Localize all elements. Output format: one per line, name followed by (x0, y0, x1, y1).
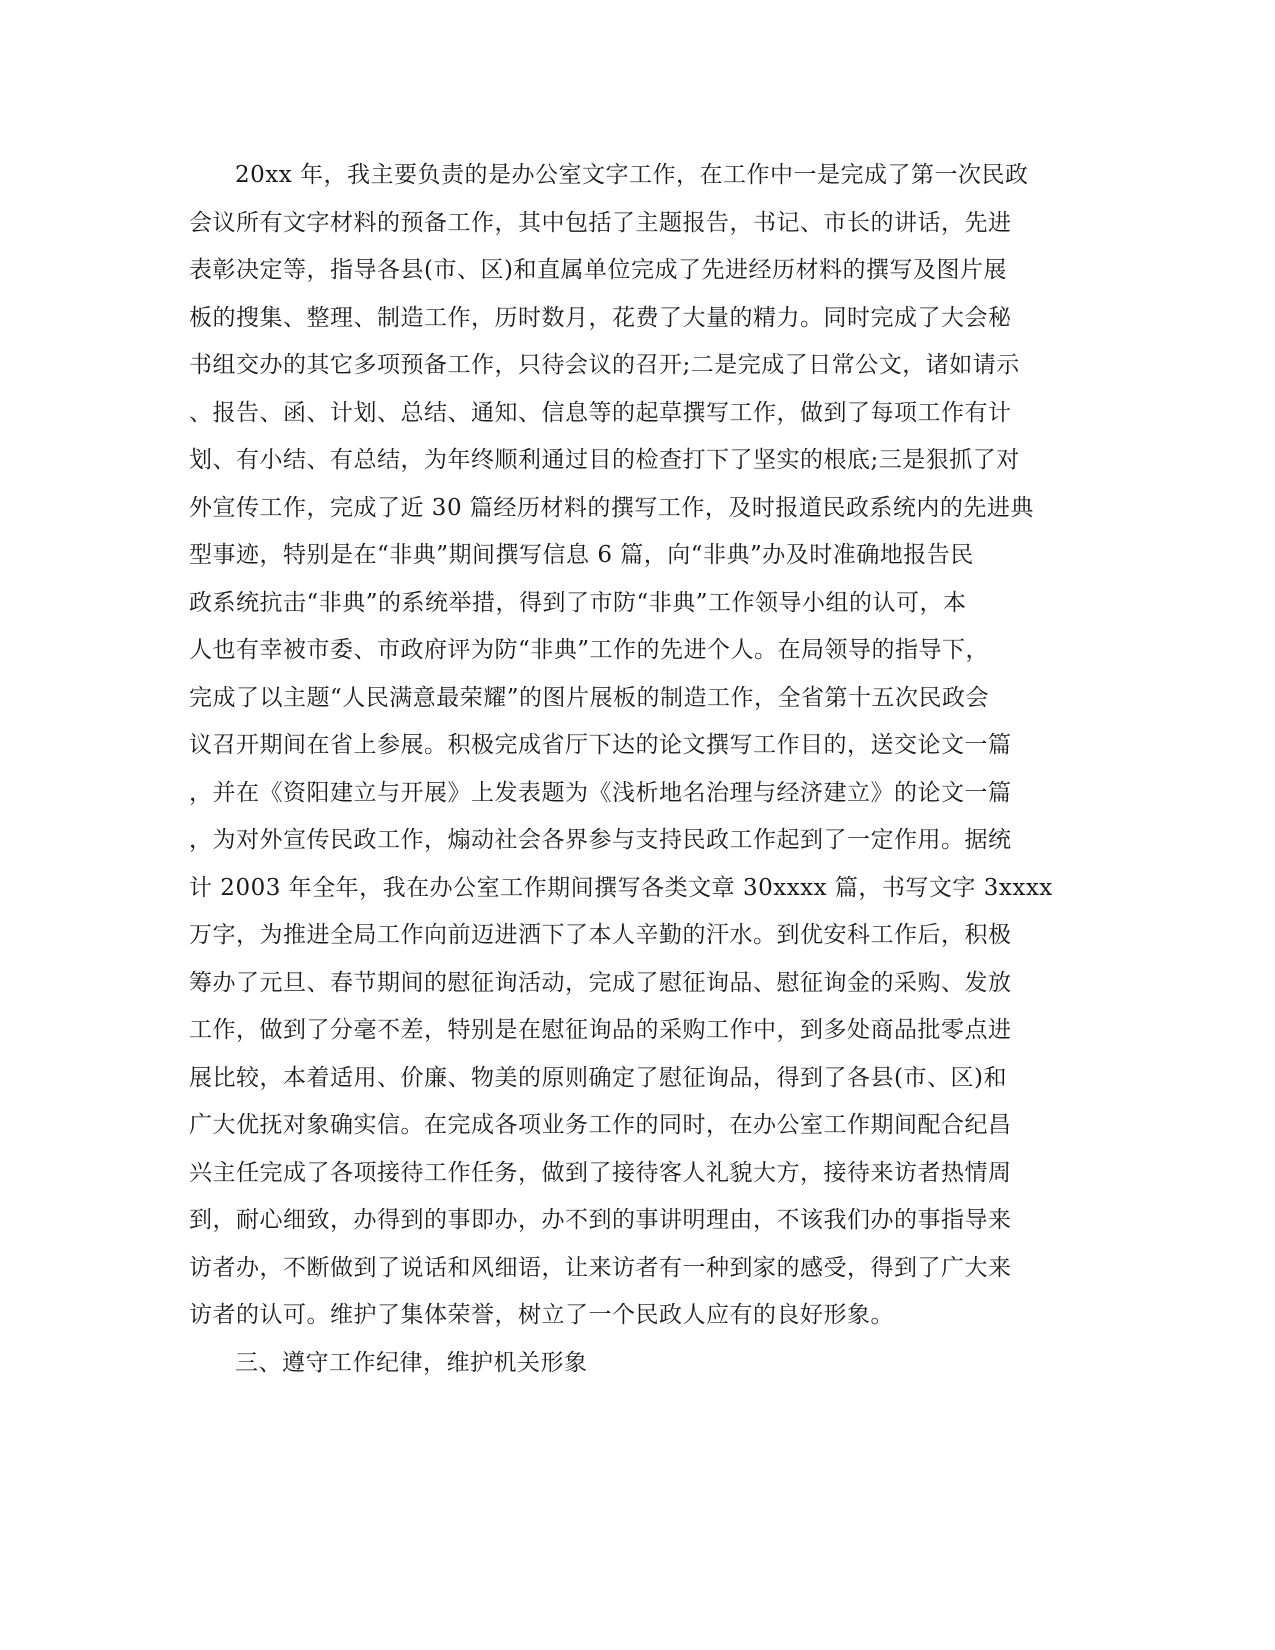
paragraph-line: 表彰决定等，指导各县(市、区)和直属单位完成了先进经历材料的撰写及图片展 (189, 257, 1007, 283)
paragraph-line: 访者办，不断做到了说话和风细语，让来访者有一种到家的感受，得到了广大来 (189, 1254, 1012, 1281)
paragraph-line: 型事迹，特别是在“非典”期间撰写信息 6 篇，向“非典”办及时准确地报告民 (189, 542, 974, 568)
body-text (189, 152, 1079, 1387)
paragraph-line: 广大优抚对象确实信。在完成各项业务工作的同时，在办公室工作期间配合纪昌 (189, 1112, 1012, 1138)
section-heading: 三、遵守工作纪律，维护机关形象 (235, 1349, 588, 1376)
paragraph-line: 完成了以主题“人民满意最荣耀”的图片展板的制造工作，全省第十五次民政会 (189, 684, 990, 711)
paragraph-line: 书组交办的其它多项预备工作，只待会议的召开;二是完成了日常公文，诸如请示 (189, 352, 1020, 378)
paragraph-line: 外宣传工作，完成了近 30 篇经历材料的撰写工作，及时报道民政系统内的先进典 (189, 494, 1034, 521)
paragraph-line: 筹办了元旦、春节期间的慰征询活动，完成了慰征询品、慰征询金的采购、发放 (189, 969, 1012, 996)
paragraph-line: 板的搜集、整理、制造工作，历时数月，花费了大量的精力。同时完成了大会秘 (189, 304, 1012, 331)
paragraph-line: 访者的认可。维护了集体荣誉，树立了一个民政人应有的良好形象。 (189, 1302, 894, 1328)
paragraph-line: 20xx 年，我主要负责的是办公室文字工作，在工作中一是完成了第一次民政 (235, 162, 1029, 188)
paragraph-line: 万字，为推进全局工作向前迈进洒下了本人辛勤的汗水。到优安科工作后，积极 (189, 922, 1012, 948)
paragraph-line: 工作，做到了分毫不差，特别是在慰征询品的采购工作中，到多处商品批零点进 (189, 1017, 1012, 1043)
paragraph-line: 议召开期间在省上参展。积极完成省厅下达的论文撰写工作目的，送交论文一篇 (189, 732, 1012, 758)
paragraph-line: 到，耐心细致，办得到的事即办，办不到的事讲明理由，不该我们办的事指导来 (189, 1207, 1012, 1233)
paragraph-line: 会议所有文字材料的预备工作，其中包括了主题报告，书记、市长的讲话，先进 (189, 209, 1012, 236)
paragraph-line: 人也有幸被市委、市政府评为防“非典”工作的先进个人。在局领导的指导下， (189, 637, 990, 663)
paragraph-line: ，并在《资阳建立与开展》上发表题为《浅析地名治理与经济建立》的论文一篇 (189, 779, 1012, 806)
paragraph-line: 政系统抗击“非典”的系统举措，得到了市防“非典”工作领导小组的认可，本 (189, 589, 967, 616)
paragraph-line: 计 2003 年全年，我在办公室工作期间撰写各类文章 30xxxx 篇，书写文字 3xxxx (189, 874, 1053, 901)
paragraph-line: 兴主任完成了各项接待工作任务，做到了接待客人礼貌大方，接待来访者热情周 (189, 1159, 1012, 1186)
paragraph-line: 划、有小结、有总结，为年终顺利通过目的检查打下了坚实的根底;三是狠抓了对 (189, 447, 1020, 473)
paragraph-line: 展比较，本着适用、价廉、物美的原则确定了慰征询品，得到了各县(市、区)和 (189, 1064, 1007, 1091)
paragraph-line: 、报告、函、计划、总结、通知、信息等的起草撰写工作，做到了每项工作有计 (189, 399, 1012, 426)
paragraph-line: ，为对外宣传民政工作，煽动社会各界参与支持民政工作起到了一定作用。据统 (189, 827, 1012, 853)
